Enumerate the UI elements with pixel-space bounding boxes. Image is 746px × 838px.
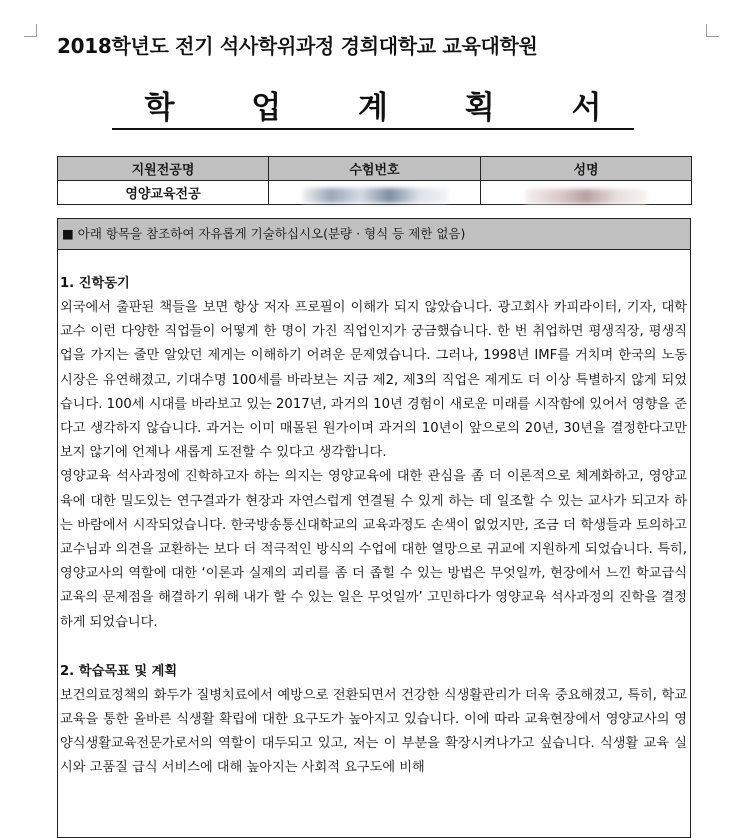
crop-mark-top-right bbox=[706, 24, 719, 37]
main-title: 학 업 계 획 서 bbox=[112, 90, 635, 130]
section-heading-motivation: 1. 진학동기 bbox=[60, 276, 130, 291]
applicant-info-table bbox=[57, 156, 692, 205]
paragraph-motivation-1: 외국에서 출판된 책들을 보면 항상 저자 프로필이 이해가 되지 않았습니다. 광고회사 카피라이터, 기자, 대학교수 이런 다양한 직업들이 어떻게 한 명이 가진 직업인지가 궁금했습니다. 한 번 취업하면 평생직장, 평생직업을 가지는 줄만 알았던 제게는 이해하기 어려운 문제였습니다. 그러나, 1998년 IMF를 거치며 한국의 노동시장은 유연해졌고, 기대수명 100세를 바라보는 지금 제2, 제3의 직업은 제게도 더 이상 특별하지 않게 되었습니다. 100세 시대를 바라보고 있는 2017년, 과거의 10년 경험이 새로운 미래를 시작함에 있어서 영향을 준다고 생각하지 않습니다. 과거는 이미 매몰된 원가이며 과거의 10년이 앞으로의 20년, 30년을 결정한다고만 보지 않기에 언제나 새롭게 도전할 수 있다고 생각합니다. bbox=[60, 300, 687, 461]
info-table-value-row bbox=[58, 181, 692, 205]
paragraph-motivation-2: 영양교육 석사과정에 진학하고자 하는 의지는 영양교육에 대한 관심을 좀 더 이론적으로 체계화하고, 영양교육에 대한 밀도있는 연구결과가 현장과 자연스럽게 연결될 수 있게 하는 데 일조할 수 있는 교사가 되고자 하는 바람에서 시작되었습니다. 한국방송통신대학교의 교육과정도 손색이 없었지만, 조금 더 학생들과 토의하고 교수님과 의견을 교환하는 보다 더 적극적인 방식의 수업에 대한 열망으로 귀교에 지원하게 되었습니다. 특히, 영양교사의 역할에 대한 ‘이론과 실제의 괴리를 좀 더 좁힐 수 있는 방법은 무엇일까, 현장에서 느낀 학교급식교육의 문제점을 해결하기 위해 내가 할 수 있는 일은 무엇일까’ 고민하다가 영양교육 석사과정의 진학을 결정하게 되었습니다. bbox=[60, 469, 687, 630]
value-name bbox=[481, 181, 692, 205]
header-exam-number: 수험번호 bbox=[269, 157, 481, 181]
paragraph-goals-1: 보건의료정책의 화두가 질병치료에서 예방으로 전환되면서 건강한 식생활관리가 더욱 중요해졌고, 특히, 학교 교육을 통한 올바른 식생활 확립에 대한 요구도가 높아지고 있습니다. 이에 따라 교육현장에서 영양교사의 영양식생활교육전문가로서의 역할이 대두되고 있고, 저는 이 부분을 확장시켜나가고 싶습니다. 식생활 교육 실시와 고품질 급식 서비스에 대해 높아지는 사회적 요구도에 비해 bbox=[60, 687, 687, 776]
redacted-exam-number bbox=[302, 188, 448, 203]
value-exam-number bbox=[269, 181, 481, 205]
document-header-title: 2018학년도 전기 석사학위과정 경희대학교 교육대학원 bbox=[57, 34, 538, 58]
info-table-header-row bbox=[58, 157, 692, 181]
section-heading-goals: 2. 학습목표 및 계획 bbox=[60, 663, 178, 679]
header-major: 지원전공명 bbox=[58, 157, 269, 181]
statement-box bbox=[57, 218, 691, 838]
value-major: 영양교육전공 bbox=[58, 181, 269, 205]
main-title-wrapper bbox=[0, 82, 746, 127]
instruction-bar: ■ 아래 항목을 참조하여 자유롭게 기술하십시오(분량 · 형식 등 제한 없음) bbox=[58, 219, 690, 250]
redacted-name bbox=[525, 189, 647, 204]
crop-mark-top-left bbox=[24, 24, 37, 37]
statement-content bbox=[58, 271, 690, 781]
header-name: 성명 bbox=[481, 157, 692, 181]
